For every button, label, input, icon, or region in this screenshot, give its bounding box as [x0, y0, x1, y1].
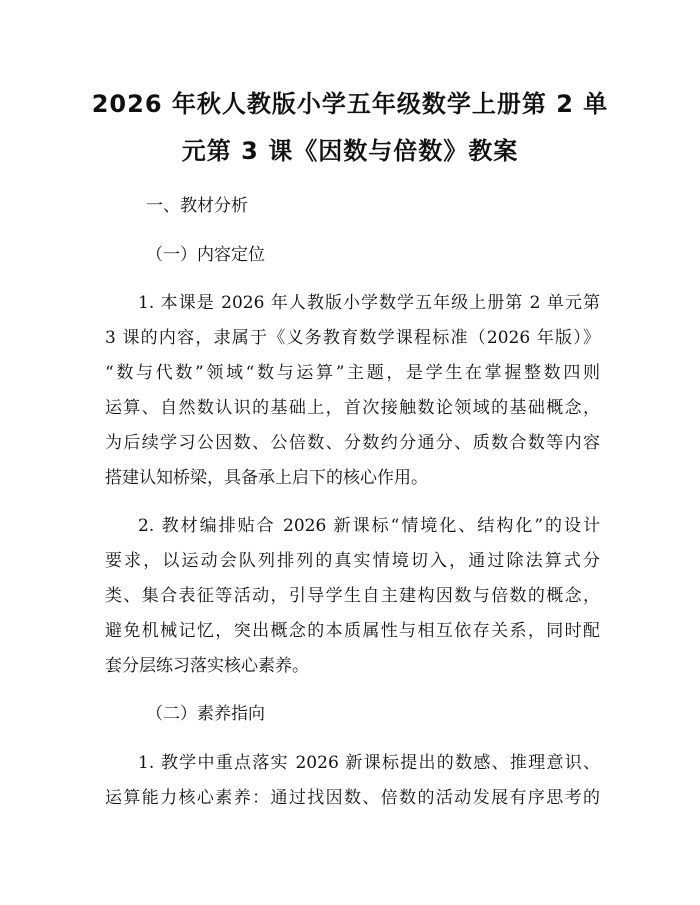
paragraph-2-line: 类、集合表征等活动，引导学生自主建构因数与倍数的概念，: [105, 586, 600, 606]
document-title-line-2: 元第 3 课《因数与倍数》教案: [181, 137, 519, 165]
paragraph-1-line: 运算、自然数认识的基础上，首次接触数论领域的基础概念，: [105, 398, 600, 418]
paragraph-3-line: 1. 教学中重点落实 2026 新课标提出的数感、推理意识、: [138, 753, 600, 773]
paragraph-1-line: 1. 本课是 2026 年人教版小学数学五年级上册第 2 单元第: [138, 293, 600, 313]
paragraph-3-line: 运算能力核心素养：通过找因数、倍数的活动发展有序思考的: [105, 788, 600, 808]
paragraph-2-line: 要求，以运动会队列排列的真实情境切入，通过除法算式分: [105, 551, 600, 571]
paragraph-2-line: 避免机械记忆，突出概念的本质属性与相互依存关系，同时配: [105, 621, 600, 641]
paragraph-2-line: 套分层练习落实核心素养。: [105, 656, 309, 676]
subsection-heading-content-positioning: （一）内容定位: [146, 245, 265, 265]
paragraph-2-line: 2. 教材编排贴合 2026 新课标“情境化、结构化”的设计: [138, 516, 600, 536]
paragraph-1-line: 为后续学习公因数、公倍数、分数约分通分、质数合数等内容: [105, 433, 600, 453]
paragraph-1-line: 搭建认知桥梁，具备承上启下的核心作用。: [105, 468, 428, 488]
document-title-line-1: 2026 年秋人教版小学五年级数学上册第 2 单: [91, 90, 609, 118]
subsection-heading-literacy-orientation: （二）素养指向: [146, 704, 265, 724]
paragraph-1-line: “数与代数”领域“数与运算”主题，是学生在掌握整数四则: [105, 363, 600, 383]
section-heading-textbook-analysis: 一、教材分析: [146, 196, 248, 216]
paragraph-1-line: 3 课的内容，隶属于《义务教育数学课程标准（2026 年版）》: [105, 328, 600, 348]
